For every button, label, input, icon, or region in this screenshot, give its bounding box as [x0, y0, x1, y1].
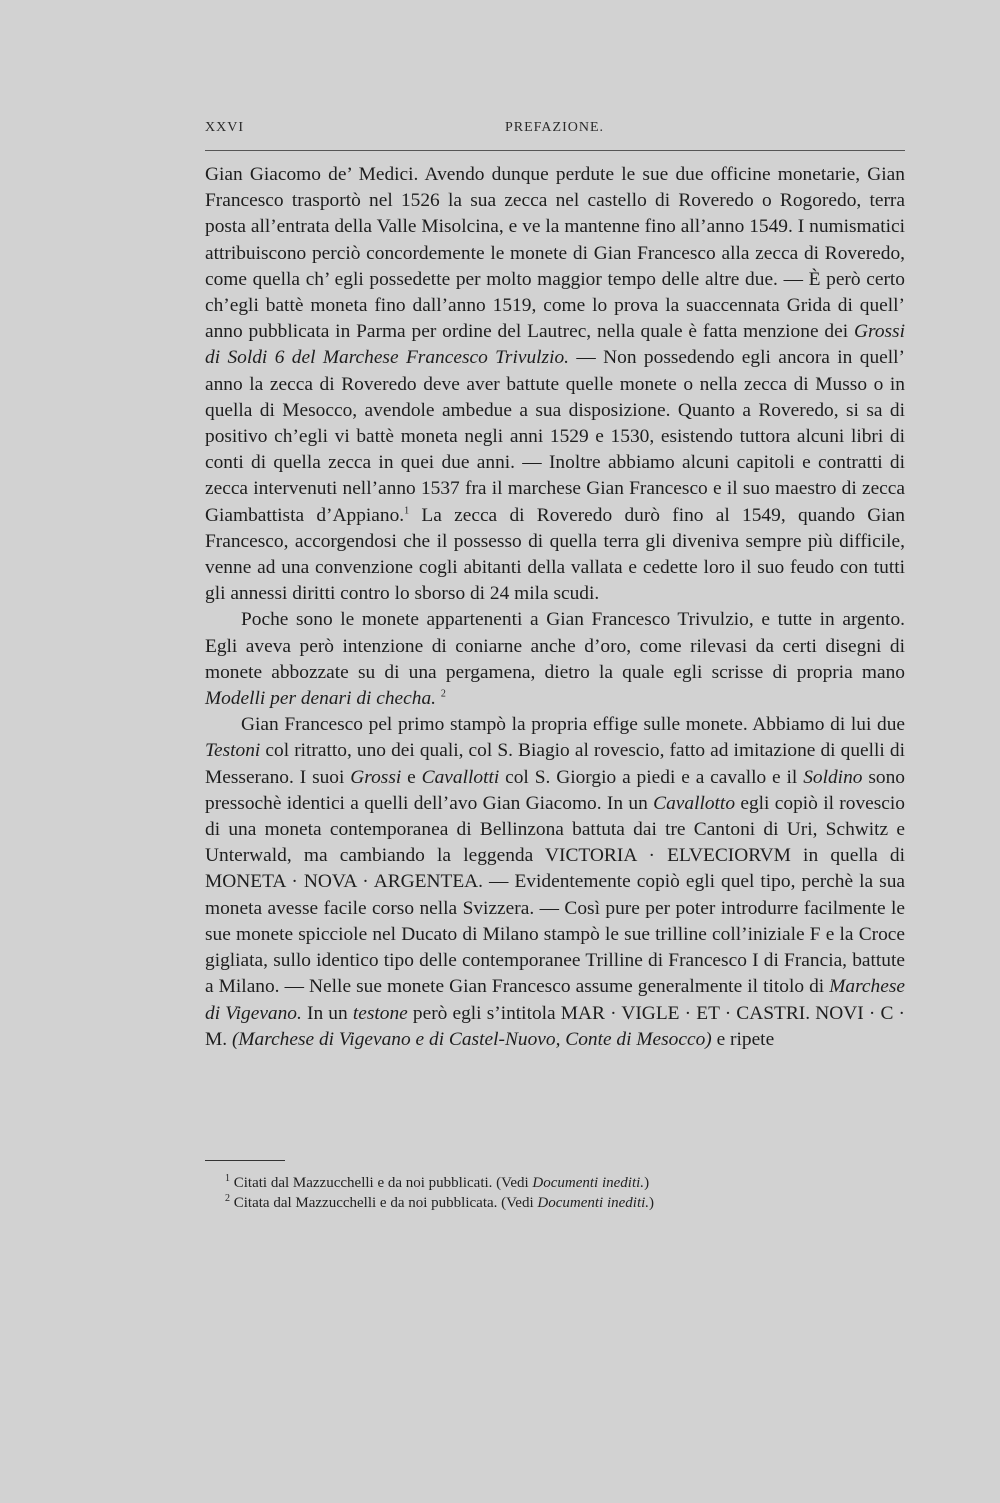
footnotes: [225, 1173, 905, 1213]
page-number: XXVI: [205, 120, 244, 135]
header-rule: [205, 150, 905, 151]
paragraph-3: Gian Francesco pel primo stampò la propria effige sulle monete. Abbiamo di lui due Testoni col ritratto, uno dei quali, col S. Biagio al rovescio, fatto ad imitazione di quelli di Messerano. I suoi Grossi e Cavallotti col S. Giorgio a piedi e a cavallo e il Soldino sono pressochè identici a quelli dell’avo Gian Giacomo. In un Cavallotto egli copiò il rovescio di una moneta contemporanea di Bellinzona battuta dai tre Cantoni di Uri, Schwitz e Unterwald, ma cambiando la leggenda VICTORIA · ELVECIORVM in quella di MONETA · NOVA · ARGENTEA. — Evidentemente copiò egli quel tipo, perchè la sua moneta avesse facile corso nella Svizzera. — Così pure per poter introdurre facilmente le sue monete spicciole nel Ducato di Milano stampò le sue trilline coll’iniziale F e la Croce gigliata, sullo identico tipo delle contemporanee Trilline di Francesco I di Francia, battute a Milano. — Nelle sue monete Gian Francesco assume generalmente il titolo di Marchese di Vigevano. In un testone però egli s’intitola MAR · VIGLE · ET · CASTRI. NOVI · C · M. (Marchese di Vigevano e di Castel-Nuovo, Conte di Mesocco) e ripete: [205, 714, 905, 1050]
footnote-2: $^2$ Citata dal Mazzucchelli e da noi pubblicata. (Vedi Documenti inediti.): [225, 1193, 655, 1211]
body-text: [205, 162, 905, 1053]
footnote-ref-1: 1: [404, 505, 410, 517]
paragraph-1: Gian Giacomo de’ Medici. Avendo dunque perdute le sue due officine monetarie, Gian Francesco trasportò nel 1526 la sua zecca nel castello di Roveredo o Rogoredo, terra posta all’entrata della Valle Misolcina, e ve la mantenne fino all’anno 1549. I numismatici attribuiscono perciò concordemente le monete di Gian Francesco alla zecca di Roveredo, come quella ch’ egli possedette per molto maggior tempo delle altre due. — È però certo ch’egli battè moneta fino dall’anno 1519, come lo prova la suaccennata Grida di quell’ anno pubblicata in Parma per ordine del Lautrec, nella quale è fatta menzione dei Grossi di Soldi 6 del Marchese Francesco Trivulzio. — Non possedendo egli ancora in quell’ anno la zecca di Roveredo deve aver battute quelle monete o nella zecca di Musso o in quella di Mesocco, avendole ambedue a sua disposizione. Quanto a Roveredo, si sa di positivo ch’egli vi battè moneta negli anni 1529 e 1530, esistendo tuttora alcuni libri di conti di quella zecca in quei due anni. — Inoltre abbiamo alcuni capitoli e contratti di zecca intervenuti nell’anno 1537 fra il marchese Gian Francesco e il suo maestro di zecca Giambattista d’Appiano.$^1$ La zecca di Roveredo durò fino al 1549, quando Gian Francesco, accorgendosi che il possesso di quella terra gli diveniva sempre più difficile, venne ad una convenzione cogli abitanti della vallata e cedette loro il suo feudo con tutti gli annessi diritti contro lo sborso di 24 mila scudi.: [205, 164, 905, 605]
paragraph-2: Poche sono le monete appartenenti a Gian Francesco Trivulzio, e tutte in argento. Egli aveva però intenzione di coniarne anche d’oro, come rilevasi da certi disegni di monete abbozzate su di una pergamena, dietro la quale egli scrisse di propria mano Modelli per denari di checha. $^2$: [205, 609, 905, 710]
footnote-ref-2: 2: [440, 688, 446, 700]
footnote-1: $^1$ Citati dal Mazzucchelli e da noi pubblicati. (Vedi Documenti inediti.): [225, 1173, 650, 1191]
footnote-rule: [205, 1160, 285, 1161]
page-header: [205, 120, 905, 142]
running-head: PREFAZIONE.: [505, 120, 605, 135]
